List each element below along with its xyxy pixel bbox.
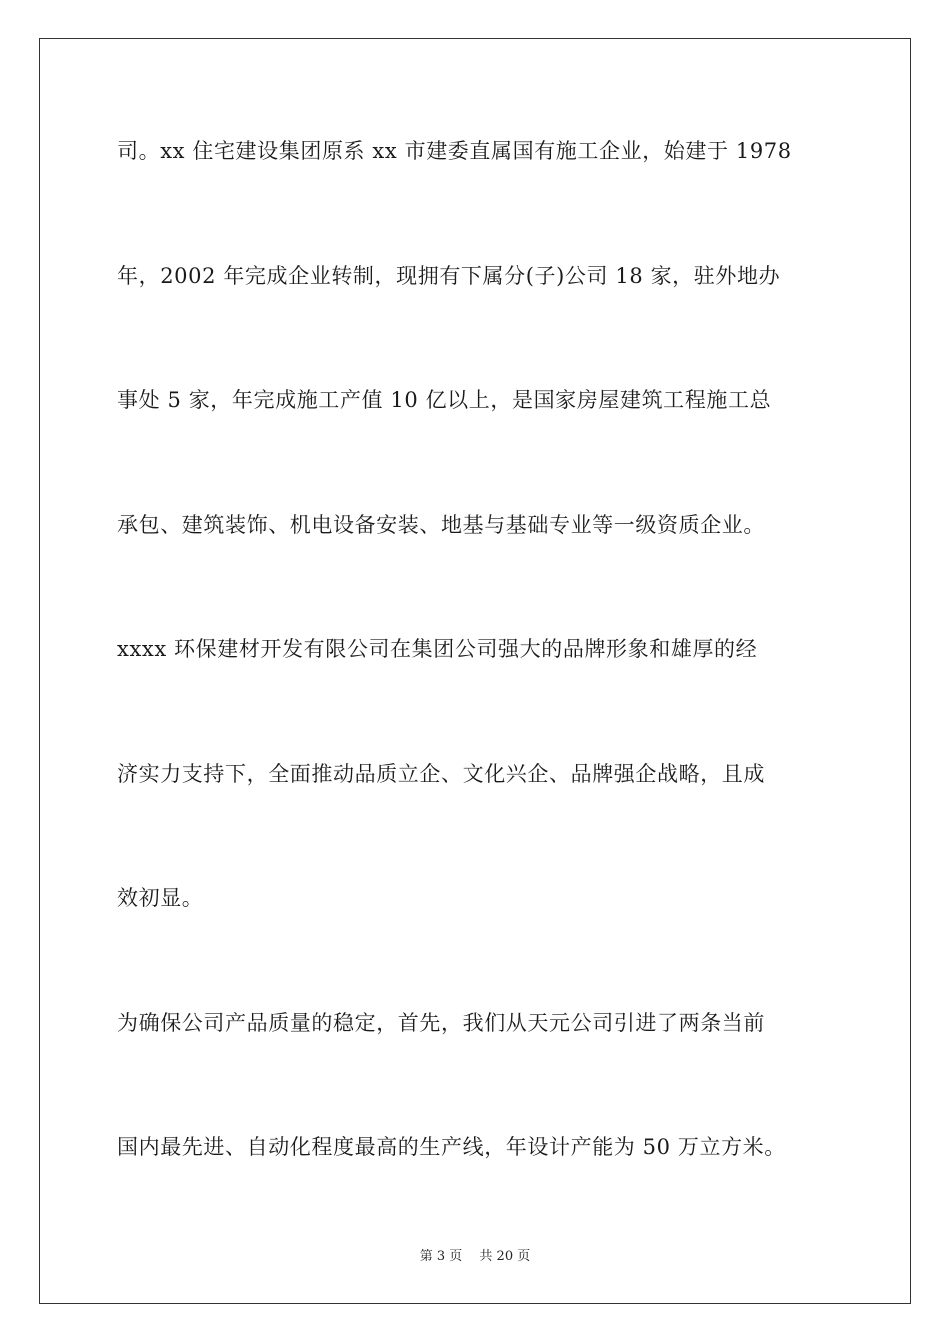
page-border — [39, 38, 911, 1304]
text-line: 国内最先进、自动化程度最高的生产线，年设计产能为 50 万立方米。 — [117, 1135, 786, 1159]
text-line: xxxx 环保建材开发有限公司在集团公司强大的品牌形象和雄厚的经 — [117, 637, 758, 661]
text-line: 效初显。 — [117, 886, 204, 910]
text-line: 年，2002 年完成企业转制，现拥有下属分(子)公司 18 家，驻外地办 — [117, 264, 781, 288]
text-line: 济实力支持下，全面推动品质立企、文化兴企、品牌强企战略，且成 — [117, 762, 765, 786]
text-line: 事处 5 家，年完成施工产值 10 亿以上，是国家房屋建筑工程施工总 — [117, 388, 772, 412]
page-number-footer: 第 3 页 共 20 页 — [419, 1249, 531, 1264]
text-line: 司。xx 住宅建设集团原系 xx 市建委直属国有施工企业，始建于 1978 — [117, 139, 792, 163]
text-line: 为确保公司产品质量的稳定，首先，我们从天元公司引进了两条当前 — [117, 1011, 765, 1035]
text-line: 承包、建筑装饰、机电设备安装、地基与基础专业等一级资质企业。 — [117, 513, 765, 537]
